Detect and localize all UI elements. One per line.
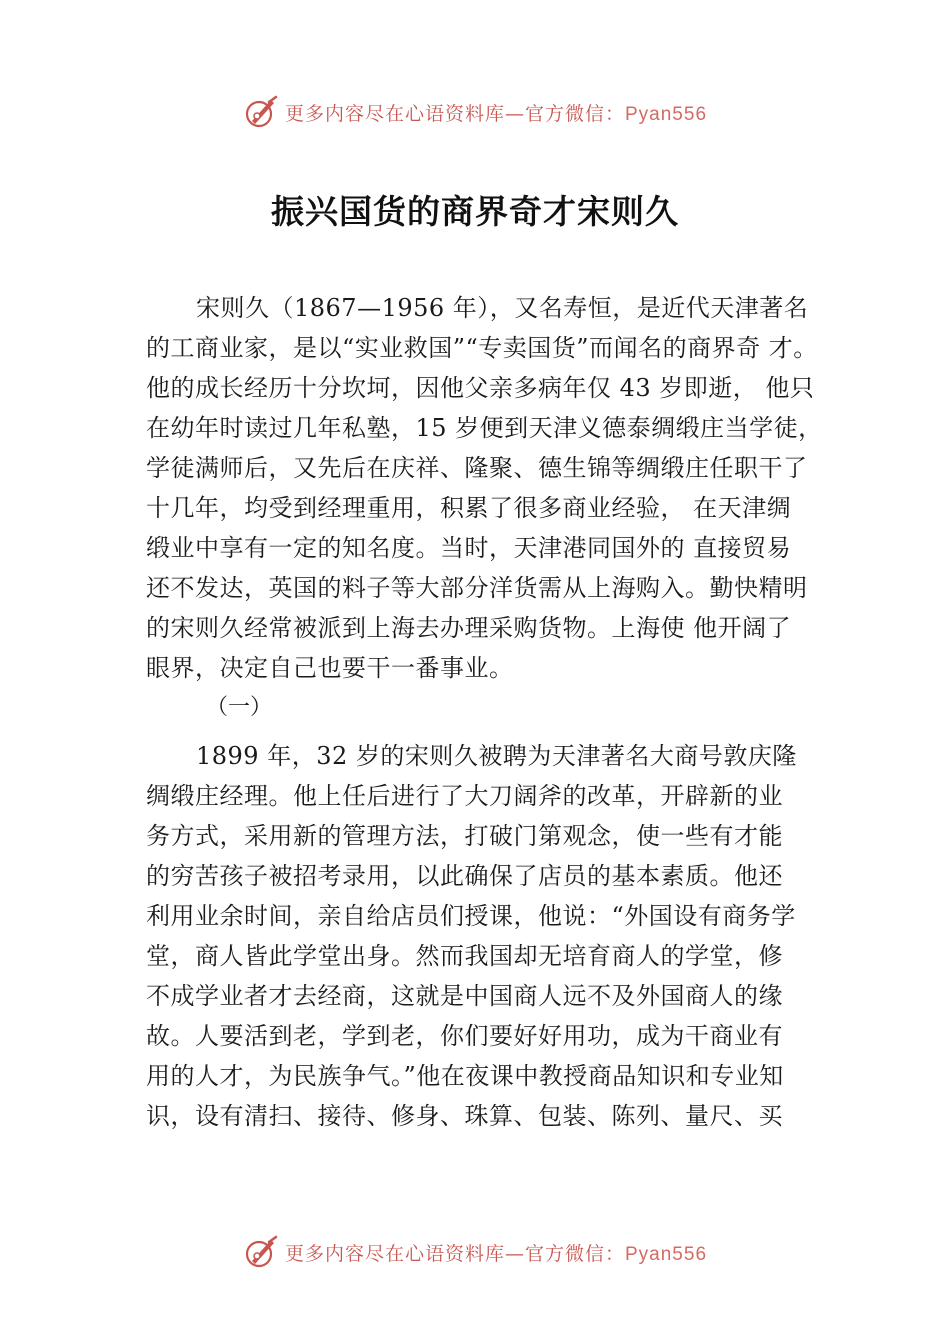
paragraph-line: 学徒满师后，又先后在庆祥、隆聚、德生锦等绸缎庄任职干了	[146, 454, 808, 482]
banner-text: 更多内容尽在心语资料库—官方微信：	[284, 102, 625, 125]
paragraph-line: 用的人才，为民族争气。”他在夜课中教授商品知识和专业知	[146, 1062, 784, 1090]
quill-pen-logo-icon	[243, 94, 279, 130]
paragraph-line: 的工商业家，是以“实业救国”“专卖国货”而闻名的商界奇 才。	[146, 334, 818, 362]
banner-text: 更多内容尽在心语资料库—官方微信：	[284, 1242, 625, 1265]
document-title: 振兴国货的商界奇才宋则久	[271, 192, 679, 231]
paragraph-line: 还不发达，英国的料子等大部分洋货需从上海购入。勤快精明	[146, 574, 808, 602]
watermark-banner-bottom	[0, 1234, 950, 1270]
watermark-banner-top	[0, 94, 950, 130]
paragraph-line: 的宋则久经常被派到上海去办理采购货物。上海使 他开阔了	[146, 614, 792, 642]
quill-pen-logo-icon	[243, 1234, 279, 1270]
paragraph-line: 的穷苦孩子被招考录用，以此确保了店员的基本素质。他还	[146, 862, 783, 890]
paragraph-line: 十几年，均受到经理重用，积累了很多商业经验， 在天津绸	[146, 494, 792, 522]
paragraph-line: 1899 年，32 岁的宋则久被聘为天津著名大商号敦庆隆	[196, 742, 797, 770]
paragraph-line: 识，设有清扫、接待、修身、珠算、包装、陈列、量尺、买	[146, 1102, 783, 1130]
paragraph-line: 堂，商人皆此学堂出身。然而我国却无培育商人的学堂，修	[146, 942, 783, 970]
section-heading: （一）	[206, 695, 273, 720]
paragraph-line: 他的成长经历十分坎坷，因他父亲多病年仅 43 岁即逝， 他只	[146, 374, 815, 402]
banner-wechat-id: Pyan556	[625, 103, 708, 125]
paragraph-line: 故。人要活到老，学到老，你们要好好用功，成为干商业有	[146, 1022, 783, 1050]
paragraph-line: 利用业余时间，亲自给店员们授课，他说：“外国设有商务学	[146, 902, 796, 930]
paragraph-line: 务方式，采用新的管理方法，打破门第观念，使一些有才能	[146, 822, 783, 850]
document-body	[146, 288, 856, 1136]
paragraph-line: 绸缎庄经理。他上任后进行了大刀阔斧的改革，开辟新的业	[146, 782, 783, 810]
paragraph-line: 在幼年时读过几年私塾，15 岁便到天津义德泰绸缎庄当学徒，	[146, 414, 823, 442]
paragraph-line: 缎业中享有一定的知名度。当时，天津港同国外的 直接贸易	[146, 534, 792, 562]
paragraph-line: 不成学业者才去经商，这就是中国商人远不及外国商人的缘	[146, 982, 783, 1010]
paragraph-line: 眼界，决定自己也要干一番事业。	[146, 654, 514, 682]
paragraph-line: 宋则久（1867—1956 年），又名寿恒，是近代天津著名	[196, 294, 809, 322]
banner-wechat-id: Pyan556	[625, 1243, 708, 1265]
